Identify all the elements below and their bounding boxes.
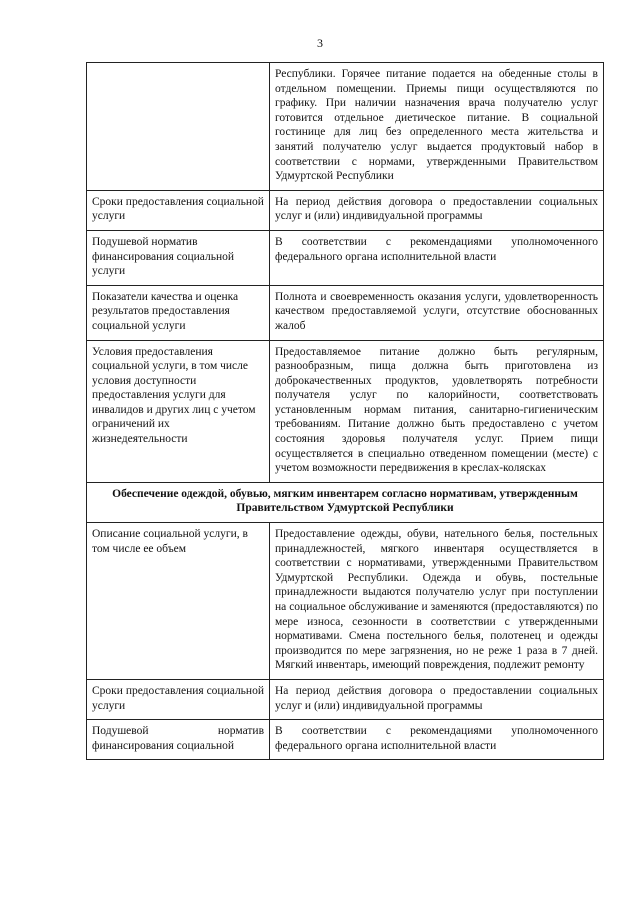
- row-label: Показатели качества и оценка результатов предоставления социальной услуги: [87, 285, 270, 340]
- row-value: Республики. Горячее питание подается на обеденные столы в отдельном помещении. Приемы пищи осуществляются по графику. При наличии назначения врача получателю услуг готовится отдельное диетическое питание. В социальной гостинице для лиц без определенного места жительства и занятий получателю услуг выдается продуктовый набор в соответствии с нормами, утвержденными Правительством Удмуртской Республики: [270, 63, 604, 191]
- table-row: [87, 340, 604, 482]
- table-row: [87, 720, 604, 760]
- row-value: Предоставление одежды, обуви, нательного белья, постельных принадлежностей, мягкого инвентаря осуществляется в соответствии с нормативами, утвержденными Правительством Удмуртской Республики. Одежда и обувь, постельные принадлежности выдаются получателю услуг при поступлении на социальное обслуживание и заменяются (предоставляются) по мере износа, сезонности в соответствии с утвержденными нормативами. Смена постельного белья, полотенец и одежды производится по мере загрязнения, но не реже 1 раза в 7 дней. Мягкий инвентарь, имеющий повреждения, подлежит ремонту: [270, 523, 604, 680]
- service-standard-table: [86, 62, 604, 760]
- row-label: Сроки предоставления социальной услуги: [87, 679, 270, 719]
- row-label: [87, 63, 270, 191]
- row-value: Предоставляемое питание должно быть регулярным, разнообразным, пища должна быть приготовлена из доброкачественных продуктов, удовлетворять потребности получателя услуг по калорийности, соответствовать установленным нормам питания, санитарно-гигиеническим требованиям. Питание должно быть предоставлено с учетом состояния здоровья получателя услуг. Прием пищи осуществляется в специально отведенном помещении (месте) с учетом возможности передвижения в креслах-колясках: [270, 340, 604, 482]
- section-row: [87, 482, 604, 522]
- row-label: Условия предоставления социальной услуги, в том числе условия доступности предоставления услуги для инвалидов и других лиц с учетом ограничений их жизнедеятельности: [87, 340, 270, 482]
- row-label: Описание социальной услуги, в том числе ее объем: [87, 523, 270, 680]
- row-label: Подушевой норматив финансирования социальной услуги: [87, 230, 270, 285]
- table-row: [87, 63, 604, 191]
- section-heading: Обеспечение одеждой, обувью, мягким инвентарем согласно нормативам, утвержденным Правительством Удмуртской Республики: [87, 482, 604, 522]
- row-label: Подушевой норматив финансирования социальной: [87, 720, 270, 760]
- row-value: На период действия договора о предоставлении социальных услуг и (или) индивидуальной программы: [270, 679, 604, 719]
- table-row: [87, 285, 604, 340]
- table-row: [87, 523, 604, 680]
- table-row: [87, 679, 604, 719]
- row-value: В соответствии с рекомендациями уполномоченного федерального органа исполнительной власти: [270, 230, 604, 285]
- row-value: В соответствии с рекомендациями уполномоченного федерального органа исполнительной власти: [270, 720, 604, 760]
- row-value: Полнота и своевременность оказания услуги, удовлетворенность качеством предоставляемой услуги, отсутствие обоснованных жалоб: [270, 285, 604, 340]
- table-row: [87, 230, 604, 285]
- page-number: 3: [317, 36, 323, 50]
- row-value: На период действия договора о предоставлении социальных услуг и (или) индивидуальной программы: [270, 190, 604, 230]
- row-label: Сроки предоставления социальной услуги: [87, 190, 270, 230]
- table-row: [87, 190, 604, 230]
